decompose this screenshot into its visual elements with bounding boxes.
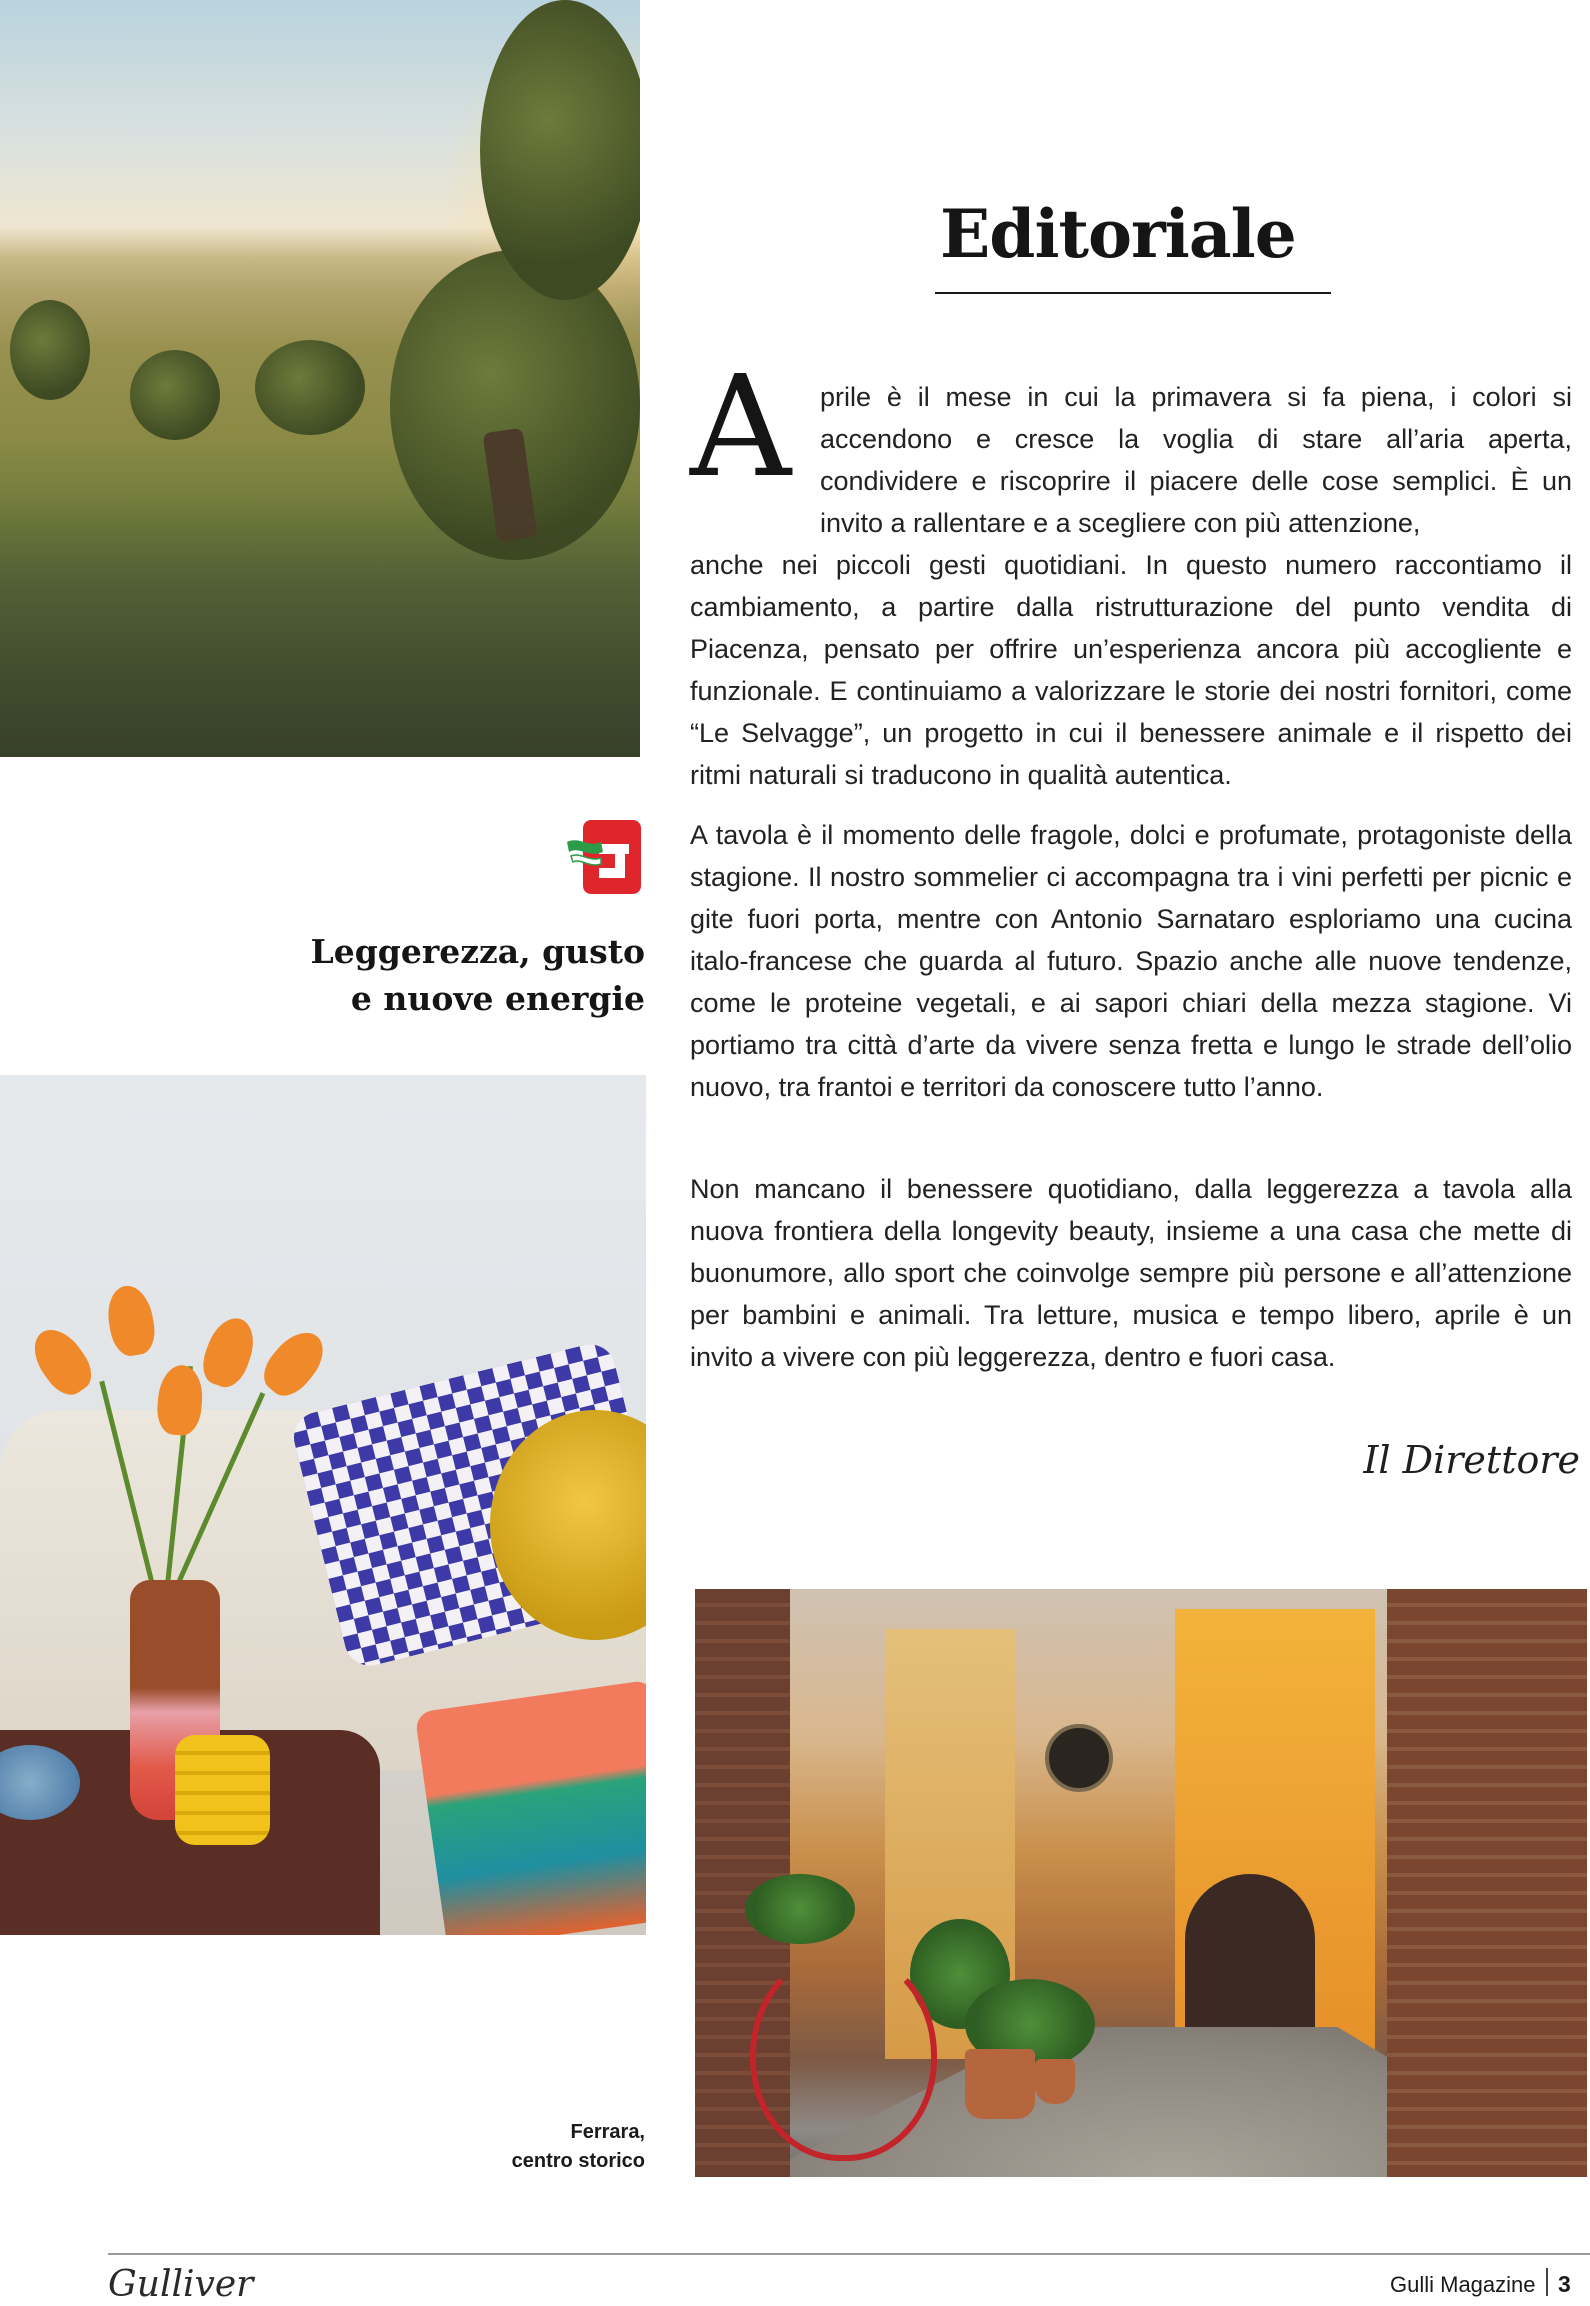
- ferrara-street-photo: [695, 1589, 1587, 2177]
- paragraph-1-lead: prile è il mese in cui la primavera si fa piena, i colori si accendono e cresce la voglia di stare all’aria aperta, condividere e riscoprire il piacere delle cose semplici. È un invito a rallentare e a scegliere con più attenzione,: [820, 382, 1572, 538]
- footer-magazine-name: Gulli Magazine: [1390, 2272, 1536, 2297]
- sidebar-headline-line1: Leggerezza, gusto: [310, 932, 645, 971]
- living-room-photo: [0, 1075, 646, 1935]
- paragraph-3: Non mancano il benessere quotidiano, dalla leggerezza a tavola alla nuova frontiera della longevity beauty, insieme a una casa che mette di buonumore, allo sport che coinvolge sempre più persone e all’attenzione per bambini e animali. Tra letture, musica e tempo libero, aprile è un invito a vivere con più leggerezza, dentro e fuori casa.: [690, 1174, 1572, 1372]
- footer-separator: [1546, 2268, 1548, 2296]
- photo-caption: [420, 2118, 645, 2176]
- olive-grove-photo: [0, 0, 640, 757]
- page-title: Editoriale: [940, 195, 1296, 273]
- sidebar-headline: [270, 928, 645, 1022]
- footer-divider: [108, 2253, 1590, 2255]
- paragraph-2: A tavola è il momento delle fragole, dolci e profumate, protagoniste della stagione. Il nostro sommelier ci accompagna tra i vini perfetti per picnic e gite fuori porta, mentre con Antonio Sarnataro esploriamo una cucina italo-francese che guarda al futuro. Spazio anche alle nuove tendenze, come le proteine vegetali, e ai sapori chiari della mezza stagione. Vi portiamo tra città d’arte da vivere senza fretta e lungo le strade dell’olio nuovo, tra frantoi e territori da conoscere tutto l’anno.: [690, 820, 1572, 1102]
- gulli-logo-icon: [565, 818, 643, 896]
- signature: Il Direttore: [1363, 1438, 1580, 1482]
- page-number: 3: [1558, 2271, 1571, 2297]
- title-underline: [935, 292, 1331, 294]
- caption-line2: centro storico: [511, 2150, 645, 2172]
- caption-line1: Ferrara,: [570, 2121, 645, 2143]
- paragraph-1-continued: anche nei piccoli gesti quotidiani. In questo numero raccontiamo il cambiamento, a partire dalla ristrutturazione del punto vendita di Piacenza, pensato per offrire un’esperienza ancora più accogliente e funzionale. E continuiamo a valorizzare le storie dei nostri fornitori, come “Le Selvagge”, un progetto in cui il benessere animale e il rispetto dei ritmi naturali si traducono in qualità autentica.: [690, 550, 1572, 790]
- footer-brand: Gulliver: [108, 2264, 254, 2305]
- sidebar-headline-line2: e nuove energie: [350, 979, 645, 1018]
- drop-cap: A: [690, 346, 792, 509]
